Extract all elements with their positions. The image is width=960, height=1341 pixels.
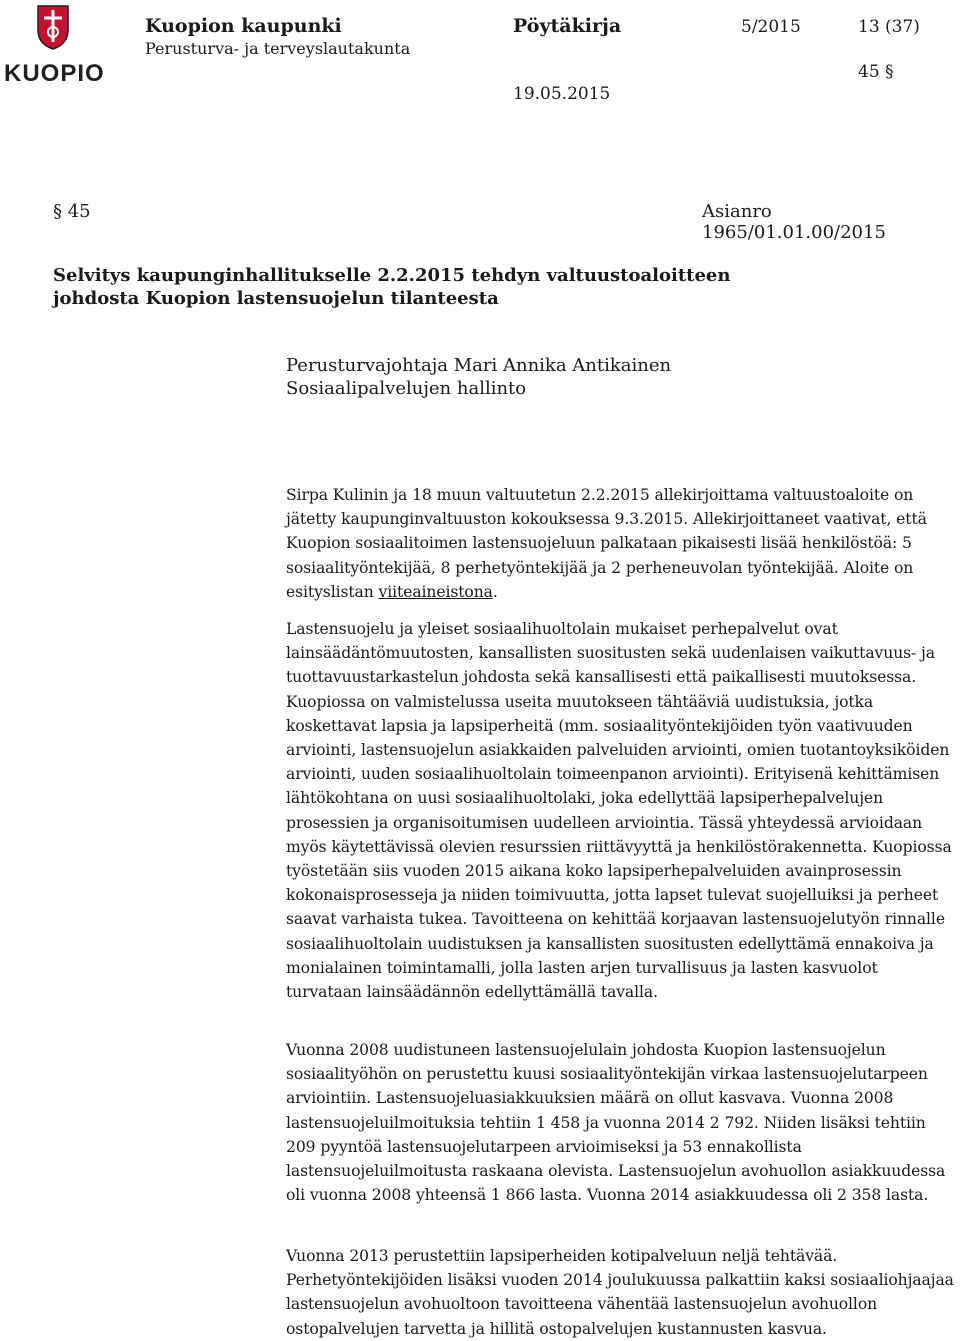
meeting-number: 5/2015 [741, 17, 801, 37]
case-reference: Asianro 1965/01.01.00/2015 [702, 201, 886, 243]
paragraph-initiative [286, 483, 958, 604]
paragraph-home-services [286, 1244, 958, 1341]
case-title: Selvitys kaupunginhallitukselle 2.2.2015 tehdyn valtuustoaloitteen johdosta Kuopion lastensuojelun tilanteesta [53, 265, 731, 309]
logo-wordmark: KUOPIO [4, 60, 105, 87]
paragraph-child-welfare-reform [286, 617, 958, 1004]
board-name: Perusturva- ja terveyslautakunta [145, 39, 411, 58]
paragraph-statistics [286, 1038, 958, 1207]
preparer: Perusturvajohtaja Mari Annika Antikainen [286, 355, 672, 376]
organization-name: Kuopion kaupunki [145, 15, 342, 37]
reference-material-link[interactable]: viiteaineistona [378, 582, 493, 601]
paragraph-text: Lastensuojelu ja yleiset sosiaalihuoltolain mukaiset perhepalvelut ovat lainsäädäntömuutosten, kansallisten suositusten sekä uudenlaisen vaikuttavuus- ja tuottavuustarkastelun johdosta sekä kansallisesti että paikallisesti muutoksessa. Kuopiossa on valmistelussa useita muutokseen tähtääviä uudistuksia, jotka koskettavat lapsia ja lapsiperheitä (mm. sosiaalityöntekijöiden työn vaativuuden arviointi, lastensuojelun asiakkaiden palveluiden arviointi, omien tuotantoyksiköiden arviointi, uuden sosiaalihuoltolain toimeenpanon arviointi). Erityisenä kehittämisen lähtökohtana on uusi sosiaalihuoltolaki, joka edellyttää lapsiperhepalvelujen prosessien ja organisoitumisen uudelleen arviointia. Tässä yhteydessä arvioidaan myös käytettävissä olevien resurssien riittävyyttä ja henkilöstörakennetta. Kuopiossa työstetään siis vuoden 2015 aikana koko lapsiperhepalveluiden avainprosessin kokonaisprosesseja ja niiden toimivuutta, jotta lapset tulevat suojelluiksi ja perheet saavat varhaista tukea. Tavoitteena on kehittää korjaavan lastensuojelutyön rinnalle sosiaalihuoltolain uudistuksen ja kansallisten suositusten edellyttämä ennakoiva ja monialainen toimintamalli, jolla lasten arjen turvallisuus ja lasten kasvuolot turvataan lainsäädännön edellyttämällä tavalla. [286, 620, 952, 1002]
page-number: 13 (37) [858, 17, 920, 37]
paragraph-initiative-end: . [492, 582, 498, 601]
coat-of-arms-icon [36, 4, 70, 50]
section-number: 45 § [858, 62, 894, 82]
paragraph-initiative-text: Sirpa Kulinin ja 18 muun valtuutetun 2.2.2015 allekirjoittama valtuustoaloite on jätetty kaupunginvaltuuston kokouksessa 9.3.2015. Allekirjoittaneet vaativat, että Kuopion sosiaalitoimen lastensuojeluun palkataan pikaisesti lisää henkilöstöä: 5 sosiaalityöntekijää, 8 perhetyöntekijää ja 2 perheneuvolan työntekijää. Aloite on esityslistan [286, 486, 927, 601]
paragraph-text: Vuonna 2008 uudistuneen lastensuojelulain johdosta Kuopion lastensuojelun sosiaalityöhön on perustettu kuusi sosiaalityöntekijän virkaa lastensuojelutarpeen arviointiin. Lastensuojeluasiakkuuksien määrä on ollut kasvava. Vuonna 2008 lastensuojeluilmoituksia tehtiin 1 458 ja vuonna 2014 2 792. Niiden lisäksi tehtiin 209 pyyntöä lastensuojelutarpeen arvioimiseksi ja 53 ennakollista lastensuojeluilmoitusta raskaana olevista. Lastensuojelun avohuollon asiakkuudessa oli vuonna 2008 yhteensä 1 866 lasta. Vuonna 2014 asiakkuudessa oli 2 358 lasta. [286, 1041, 946, 1205]
city-logo [4, 4, 105, 94]
meeting-date: 19.05.2015 [513, 84, 611, 104]
document-type: Pöytäkirja [513, 15, 622, 37]
preparer-unit: Sosiaalipalvelujen hallinto [286, 378, 527, 399]
case-section: § 45 [53, 201, 91, 222]
paragraph-text: Vuonna 2013 perustettiin lapsiperheiden kotipalveluun neljä tehtävää. Perhetyöntekijöiden lisäksi vuoden 2014 joulukuussa palkattiin kaksi sosiaaliohjaajaa lastensuojelun avohuoltoon tavoitteena vähentää lastensuojelun avohuollon ostopalvelujen tarvetta ja hillitä ostopalvelujen kustannusten kasvua. [286, 1247, 954, 1338]
